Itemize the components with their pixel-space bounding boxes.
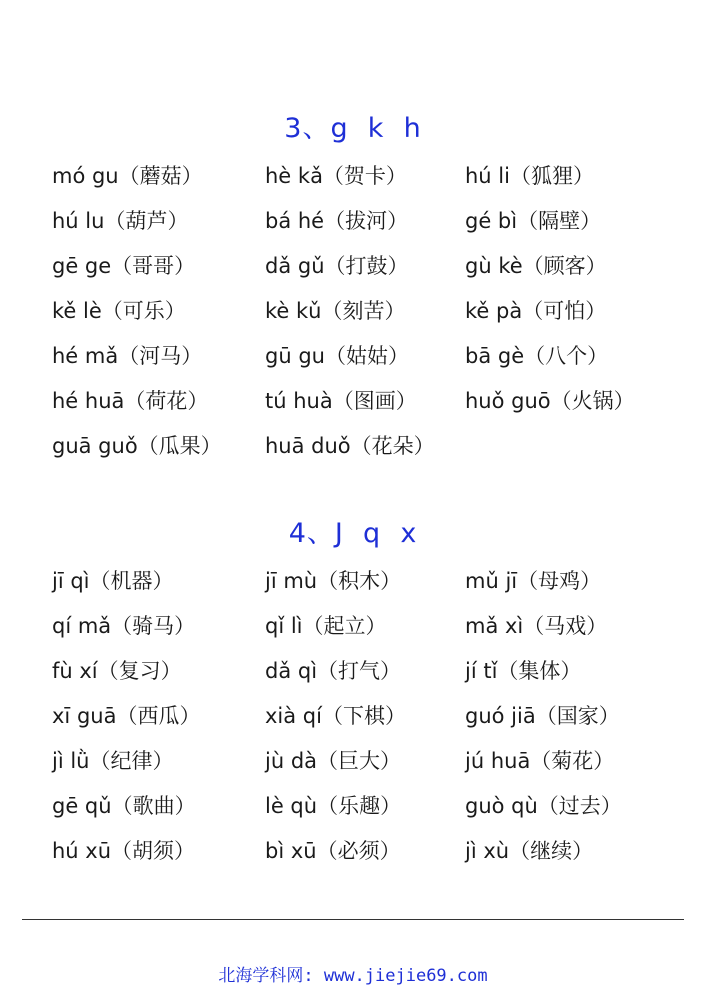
word-entry: bā gè（八个） (465, 344, 609, 368)
word-entry: bá hé（拔河） (265, 209, 409, 233)
word-entry: jī qì（机器） (52, 569, 174, 593)
word-entry: dǎ gǔ（打鼓） (265, 254, 409, 278)
word-entry: gū gu（姑姑） (265, 344, 409, 368)
word-entry: jí tǐ（集体） (465, 659, 582, 683)
word-entry: guā guǒ（瓜果） (52, 434, 222, 458)
word-entry: gé bì（隔壁） (465, 209, 602, 233)
word-entry: mó gu（蘑菇） (52, 164, 203, 188)
word-entry: jù dà（巨大） (265, 749, 402, 773)
word-entry: fù xí（复习） (52, 659, 182, 683)
word-entry: jú huā（菊花） (465, 749, 615, 773)
word-entry: gù kè（顾客） (465, 254, 607, 278)
word-entry: huā duǒ（花朵） (265, 434, 435, 458)
word-entry: xī guā（西瓜） (52, 704, 201, 728)
footer-divider (22, 919, 684, 920)
word-entry: huǒ guō（火锅） (465, 389, 635, 413)
word-entry: hú lu（葫芦） (52, 209, 189, 233)
word-entry: lè qù（乐趣） (265, 794, 402, 818)
word-entry: dǎ qì（打气） (265, 659, 402, 683)
word-entry: tú huà（图画） (265, 389, 417, 413)
word-entry: hè kǎ（贺卡） (265, 164, 407, 188)
word-entry: mǎ xì（马戏） (465, 614, 608, 638)
word-entry: hé huā（荷花） (52, 389, 209, 413)
word-entry: mǔ jī（母鸡） (465, 569, 602, 593)
word-entry: hú xū（胡须） (52, 839, 196, 863)
word-entry: hé mǎ（河马） (52, 344, 203, 368)
word-entry: hú li（狐狸） (465, 164, 594, 188)
word-entry: jì lǜ（纪律） (52, 749, 174, 773)
word-entry: qí mǎ（骑马） (52, 614, 196, 638)
word-entry: guó jiā（国家） (465, 704, 620, 728)
word-entry: bì xū（必须） (265, 839, 401, 863)
footer-text[interactable]: 北海学科网: www.jiejie69.com (218, 966, 488, 986)
word-entry: guò qù（过去） (465, 794, 622, 818)
word-entry: qǐ lì（起立） (265, 614, 387, 638)
word-entry: jì xù（继续） (465, 839, 594, 863)
section-title-4: 4、J q x (288, 518, 418, 549)
word-entry: jī mù（积木） (265, 569, 402, 593)
word-entry: kě pà（可怕） (465, 299, 607, 323)
word-entry: kè kǔ（刻苦） (265, 299, 406, 323)
word-entry: xià qí（下棋） (265, 704, 406, 728)
word-entry: gē ge（哥哥） (52, 254, 196, 278)
word-entry: gē qǔ（歌曲） (52, 794, 196, 818)
section-title-3: 3、g k h (284, 113, 422, 144)
word-entry: kě lè（可乐） (52, 299, 186, 323)
